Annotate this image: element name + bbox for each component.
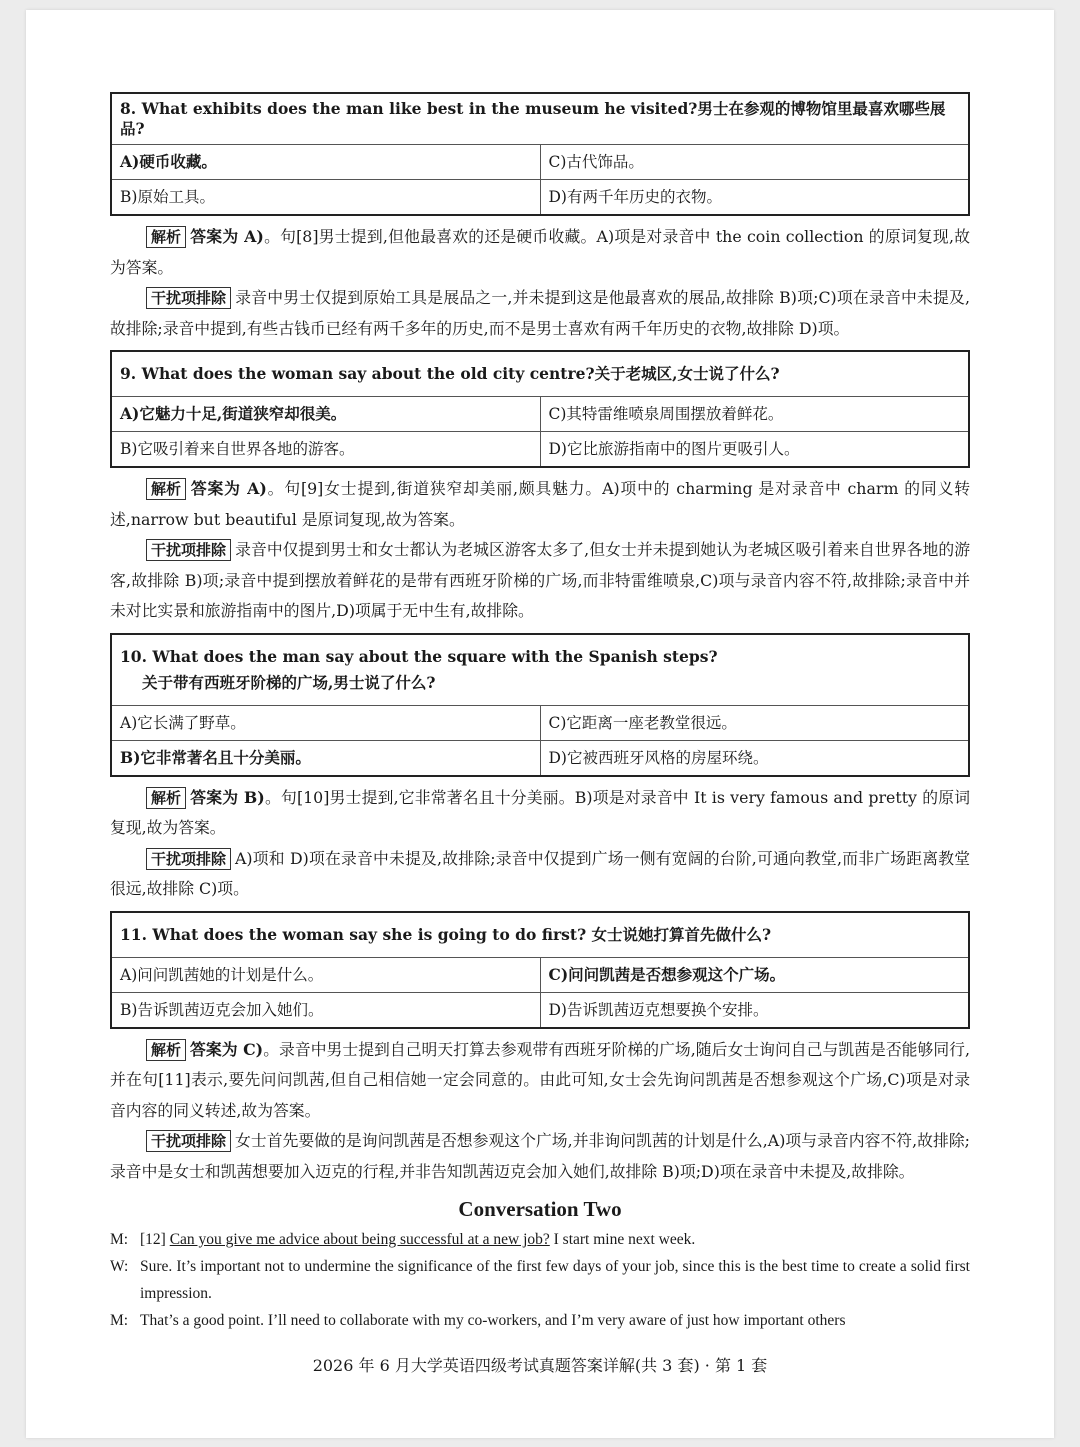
q11-distractor-text: 女士首先要做的是询问凯茜是否想参观这个广场,并非询问凯茜的计划是什么,A)项与录音内容不符,故排除;录音中是女士和凯茜想要加入迈克的行程,并非告知凯茜迈克会加入她们,故排除 B)项;D)项在录音中未提及,故排除。 — [110, 1131, 970, 1181]
analysis-tag: 解析 — [146, 787, 186, 809]
transcript-line — [110, 1226, 970, 1253]
q10-option-d: D)它被西班牙风格的房屋环绕。 — [540, 740, 969, 776]
analysis-tag: 解析 — [146, 1039, 186, 1061]
q11-distractor — [110, 1126, 970, 1187]
line-prefix: [12] — [140, 1231, 170, 1248]
q10-answer: 答案为 B) — [190, 787, 265, 807]
q8-option-b: B)原始工具。 — [111, 180, 540, 216]
q8-answer: 答案为 A) — [190, 227, 264, 246]
page — [26, 10, 1054, 1438]
q9-analysis-text: 。句[9]女士提到,街道狭窄却美丽,颇具魅力。A)项中的 charming 是对录音中 charm 的同义转述,narrow but beautiful 是原词复现,故为答案。 — [110, 479, 971, 529]
content — [110, 92, 970, 1334]
q11-analysis-text: 。录音中男士提到自己明天打算去参观带有西班牙阶梯的广场,随后女士询问自己与凯茜是否能够同行,并在句[11]表示,要先问问凯茜,但自己相信她一定会同意的。由此可知,女士会先询问凯茜是否想参观这个广场,C)项是对录音内容的同义转述,故为答案。 — [110, 1039, 971, 1120]
q8-option-d: D)有两千年历史的衣物。 — [540, 180, 969, 216]
q11-option-a: A)问问凯茜她的计划是什么。 — [111, 957, 540, 992]
q10-option-a: A)它长满了野草。 — [111, 705, 540, 740]
q10-option-c: C)它距离一座老教堂很远。 — [540, 705, 969, 740]
q9-option-d: D)它比旅游指南中的图片更吸引人。 — [540, 432, 969, 468]
question-8-table — [110, 92, 970, 216]
q8-option-a: A)硬币收藏。 — [111, 145, 540, 180]
conversation-transcript — [110, 1226, 970, 1334]
q11-option-b: B)告诉凯茜迈克会加入她们。 — [111, 992, 540, 1028]
q10-analysis — [110, 783, 970, 844]
section-title: Conversation Two — [458, 1197, 622, 1221]
transcript-line — [110, 1253, 970, 1307]
q9-analysis — [110, 474, 970, 535]
question-10-cn: 关于带有西班牙阶梯的广场,男士说了什么? — [142, 672, 436, 692]
question-8-title: 8. What exhibits does the man like best in the museum he visited?男士在参观的博物馆里最喜欢哪些展品? — [111, 93, 969, 145]
speaker-label: M: — [110, 1312, 129, 1329]
page-footer: 2026 年 6 月大学英语四级考试真题答案详解(共 3 套) · 第 1 套 — [312, 1356, 768, 1375]
q9-option-b: B)它吸引着来自世界各地的游客。 — [111, 432, 540, 468]
speaker-label: W: — [110, 1258, 129, 1275]
question-10-table — [110, 633, 970, 777]
line-text: Sure. It’s important not to undermine the significance of the first few days of your job, since this is the best time to create a solid first impression. — [140, 1258, 970, 1302]
q8-analysis — [110, 222, 970, 283]
q11-option-c: C)问问凯茜是否想参观这个广场。 — [540, 957, 969, 992]
q9-option-a: A)它魅力十足,街道狭窄却很美。 — [111, 397, 540, 432]
question-10-en: 10. What does the man say about the square with the Spanish steps? — [120, 646, 718, 666]
q9-distractor-text: 录音中仅提到男士和女士都认为老城区游客太多了,但女士并未提到她认为老城区吸引着来自世界各地的游客,故排除 B)项;录音中提到摆放着鲜花的是带有西班牙阶梯的广场,而非特雷维喷泉,C)项与录音内容不符,故排除;录音中并未对比实景和旅游指南中的图片,D)项属于无中生有,故排除。 — [110, 540, 970, 620]
q10-analysis-text: 。句[10]男士提到,它非常著名且十分美丽。B)项是对录音中 It is very famous and pretty 的原词复现,故为答案。 — [110, 787, 970, 837]
line-text: I start mine next week. — [549, 1231, 696, 1248]
analysis-tag: 解析 — [146, 478, 186, 500]
q10-distractor-text: A)项和 D)项在录音中未提及,故排除;录音中仅提到广场一侧有宽阔的台阶,可通向教堂,而非广场距离教堂很远,故排除 C)项。 — [110, 848, 970, 898]
q8-analysis-text: 。句[8]男士提到,但他最喜欢的还是硬币收藏。A)项是对录音中 the coin collection 的原词复现,故为答案。 — [110, 227, 971, 277]
q9-answer: 答案为 A) — [190, 479, 267, 498]
q9-option-c: C)其特雷维喷泉周围摆放着鲜花。 — [540, 397, 969, 432]
distractor-tag: 干扰项排除 — [146, 848, 231, 870]
question-9-title: 9. What does the woman say about the old city centre?关于老城区,女士说了什么? — [111, 351, 969, 397]
question-11-title: 11. What does the woman say she is going to do first? 女士说她打算首先做什么? — [111, 912, 969, 958]
line-text: That’s a good point. I’ll need to collaborate with my co-workers, and I’m very aware of just how important others — [140, 1312, 846, 1329]
transcript-line — [110, 1307, 970, 1334]
q11-answer: 答案为 C) — [190, 1039, 264, 1059]
analysis-tag: 解析 — [146, 226, 186, 248]
q8-option-c: C)古代饰品。 — [540, 145, 969, 180]
underlined-sentence: Can you give me advice about being successful at a new job? — [169, 1231, 550, 1248]
q10-distractor — [110, 844, 970, 905]
distractor-tag: 干扰项排除 — [146, 539, 231, 561]
q8-distractor-text: 录音中男士仅提到原始工具是展品之一,并未提到这是他最喜欢的展品,故排除 B)项;C)项在录音中未提及,故排除;录音中提到,有些古钱币已经有两千多年的历史,而不是男士喜欢有两千年历史的衣物,故排除 D)项。 — [110, 288, 970, 338]
q8-distractor — [110, 283, 970, 344]
q10-option-b: B)它非常著名且十分美丽。 — [111, 740, 540, 776]
question-9-table — [110, 350, 970, 468]
q11-option-d: D)告诉凯茜迈克想要换个安排。 — [540, 992, 969, 1028]
speaker-label: M: — [110, 1231, 129, 1248]
q9-distractor — [110, 535, 970, 627]
question-10-title — [111, 634, 969, 706]
question-11-table — [110, 911, 970, 1029]
distractor-tag: 干扰项排除 — [146, 1130, 231, 1152]
distractor-tag: 干扰项排除 — [146, 287, 231, 309]
q11-analysis — [110, 1035, 970, 1127]
